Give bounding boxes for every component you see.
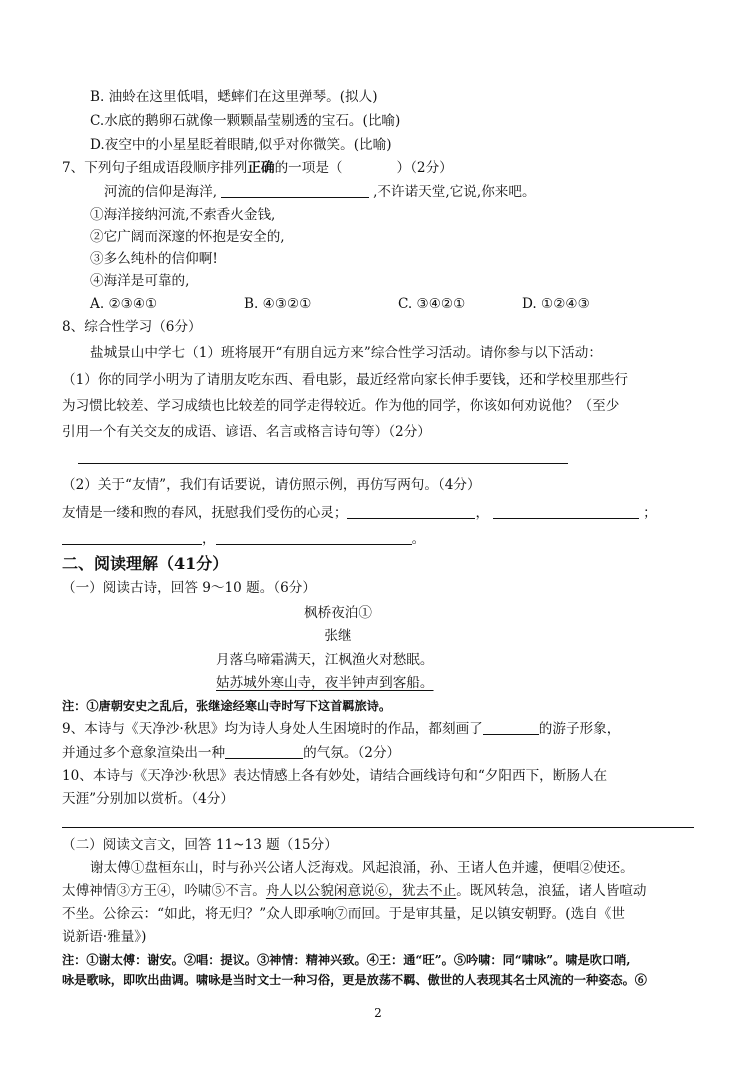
- classical-l2-b: 。既风转急，浪猛，诸人皆喧动: [456, 883, 647, 899]
- q9-blank-1: [483, 720, 539, 735]
- q6-option-b: B. 油蛉在这里低唱，蟋蟀们在这里弹琴。(拟人): [90, 89, 378, 105]
- q8-p1-line1: （1）你的同学小明为了请朋友吃东西、看电影，最近经常向家长伸手要钱，还和学校里那些行: [62, 372, 628, 388]
- q7-choice-b: B. ④③②①: [244, 296, 312, 312]
- poem-line-2: 姑苏城外寒山寺，夜半钟声到客船。: [216, 675, 434, 691]
- q7-choice-d: D. ①②④③: [522, 296, 590, 312]
- part2-heading: （二）阅读文言文，回答 11~13 题（15分）: [62, 837, 338, 853]
- q6-option-d: D.夜空中的小星星眨着眼睛,似乎对你微笑。(比喻): [90, 137, 392, 153]
- q8-period: 。: [411, 531, 426, 547]
- q8-p1-line2: 为习惯比较差、学习成绩也比较差的同学走得较近。作为他的同学，你该如何劝说他？（至少: [62, 398, 620, 414]
- q9-text-b: 的游子形象，: [538, 721, 621, 737]
- q8-comma-1: ，: [475, 505, 490, 521]
- q8-semicolon: ；: [643, 505, 657, 521]
- classical-line-3: 不坐。公徐云：“如此，将无归？”众人即承响⑦而回。于是审其量，足以镇安朝野。(选自《世: [62, 906, 625, 922]
- q9-blank-2: [225, 744, 303, 759]
- q7-fill-blank: [221, 183, 369, 198]
- q7-stem-before: 7、下列句子组成语段顺序排列: [62, 160, 248, 176]
- q8-second-line: [62, 530, 425, 548]
- q7-stem-mid: 的一项是（: [274, 160, 343, 176]
- q8-answer-line: [78, 463, 568, 464]
- q8-p1-line3: 引用一个有关交友的成语、谚语、名言或格言诗句等）（2分）: [62, 424, 431, 440]
- classical-line-1: 谢太傅①盘桓东山，时与孙兴公诸人泛海戏。风起浪涌，孙、王诸人色并遽，便唱②使还。: [90, 860, 634, 876]
- q8-p2: （2）关于“友情”，我们有话要说，请仿照示例，再仿写两句。（4分）: [62, 477, 481, 493]
- q7-stem: [62, 159, 453, 177]
- classical-line-4: 说新语·雅量》): [62, 929, 147, 945]
- q10-line-2: 天涯”分别加以赏析。（4分）: [62, 791, 234, 807]
- q8-blank-4: [216, 530, 412, 545]
- q9-text-c: 并通过多个意象渲染出一种: [62, 745, 226, 761]
- q7-item-2: ②它广阔而深邃的怀抱是安全的,: [90, 229, 285, 245]
- q8-example: 友情是一缕和煦的春风，抚慰我们受伤的心灵；: [62, 505, 348, 521]
- q8-example-line: [62, 504, 657, 522]
- classical-line-2: [62, 882, 647, 900]
- q8-blank-3: [62, 530, 202, 545]
- q6-option-c: C.水底的鹅卵石就像一颗颗晶莹剔透的宝石。(比喻): [90, 113, 401, 129]
- q8-intro: 盐城景山中学七（1）班将展开“有朋自远方来”综合性学习活动。请你参与以下活动：: [90, 345, 602, 361]
- classical-l2-a: 太傅神情③方王④，吟啸⑤不言。: [62, 883, 266, 899]
- page-number: 2: [374, 1006, 382, 1020]
- q7-item-3: ③多么纯朴的信仰啊!: [90, 251, 218, 267]
- q7-sentence-end: ,不许诺天堂,它说,你来吧。: [373, 184, 536, 200]
- q10-answer-line: [62, 827, 694, 828]
- poem-line-1: 月落乌啼霜满天，江枫渔火对愁眠。: [216, 652, 434, 668]
- q7-stem-after: ）（2分）: [396, 160, 453, 176]
- q9-text-d: 的气氛。（2分）: [303, 745, 401, 761]
- q8-title: 8、综合性学习（6分）: [62, 319, 202, 335]
- q7-sentence-start: 河流的信仰是海洋,: [104, 184, 218, 200]
- q9-text-a: 9、本诗与《天净沙·秋思》均为诗人身处人生困境时的作品，都刻画了: [62, 721, 483, 737]
- q7-sentence: [104, 183, 536, 201]
- q8-blank-2: [493, 504, 639, 519]
- q8-comma-2: ，: [202, 531, 216, 547]
- q7-item-4: ④海洋是可靠的,: [90, 273, 190, 289]
- part1-heading: （一）阅读古诗，回答 9～10 题。（6分）: [62, 580, 316, 596]
- q9-line-1: [62, 720, 620, 738]
- poem-author: 张继: [324, 628, 352, 644]
- classical-notes-1: 注：①谢太傅：谢安。②唱：提议。③神情：精神兴致。④王：通“旺”。⑤吟啸：同“啸咏”。啸是吹口哨,: [62, 953, 631, 967]
- q10-line-1: 10、本诗与《天净沙·秋思》表达情感上各有妙处，请结合画线诗句和“夕阳西下，断肠人在: [62, 768, 608, 784]
- classical-notes-2: 咏是歌咏，即吹出曲调。啸咏是当时文士一种习俗，更是放荡不羁、傲世的人表现其名士风流的一种姿态。⑥: [62, 973, 647, 987]
- q7-stem-bold: 正确: [247, 160, 275, 176]
- q7-choice-a: A. ②③④①: [90, 296, 158, 312]
- poem-title: 枫桥夜泊①: [304, 605, 372, 621]
- poem-note: 注：①唐朝安史之乱后，张继途经寒山寺时写下这首羁旅诗。: [62, 699, 392, 713]
- q8-blank-1: [347, 504, 475, 519]
- q9-line-2: [62, 744, 400, 762]
- q7-item-1: ①海洋接纳河流,不索香火金钱,: [90, 207, 276, 223]
- classical-l2-underlined: 舟人以公貌闲意说⑥，犹去不止: [265, 883, 457, 899]
- section2-title: 二、阅读理解（41分）: [62, 554, 229, 573]
- q7-choice-c: C. ③④②①: [398, 296, 466, 312]
